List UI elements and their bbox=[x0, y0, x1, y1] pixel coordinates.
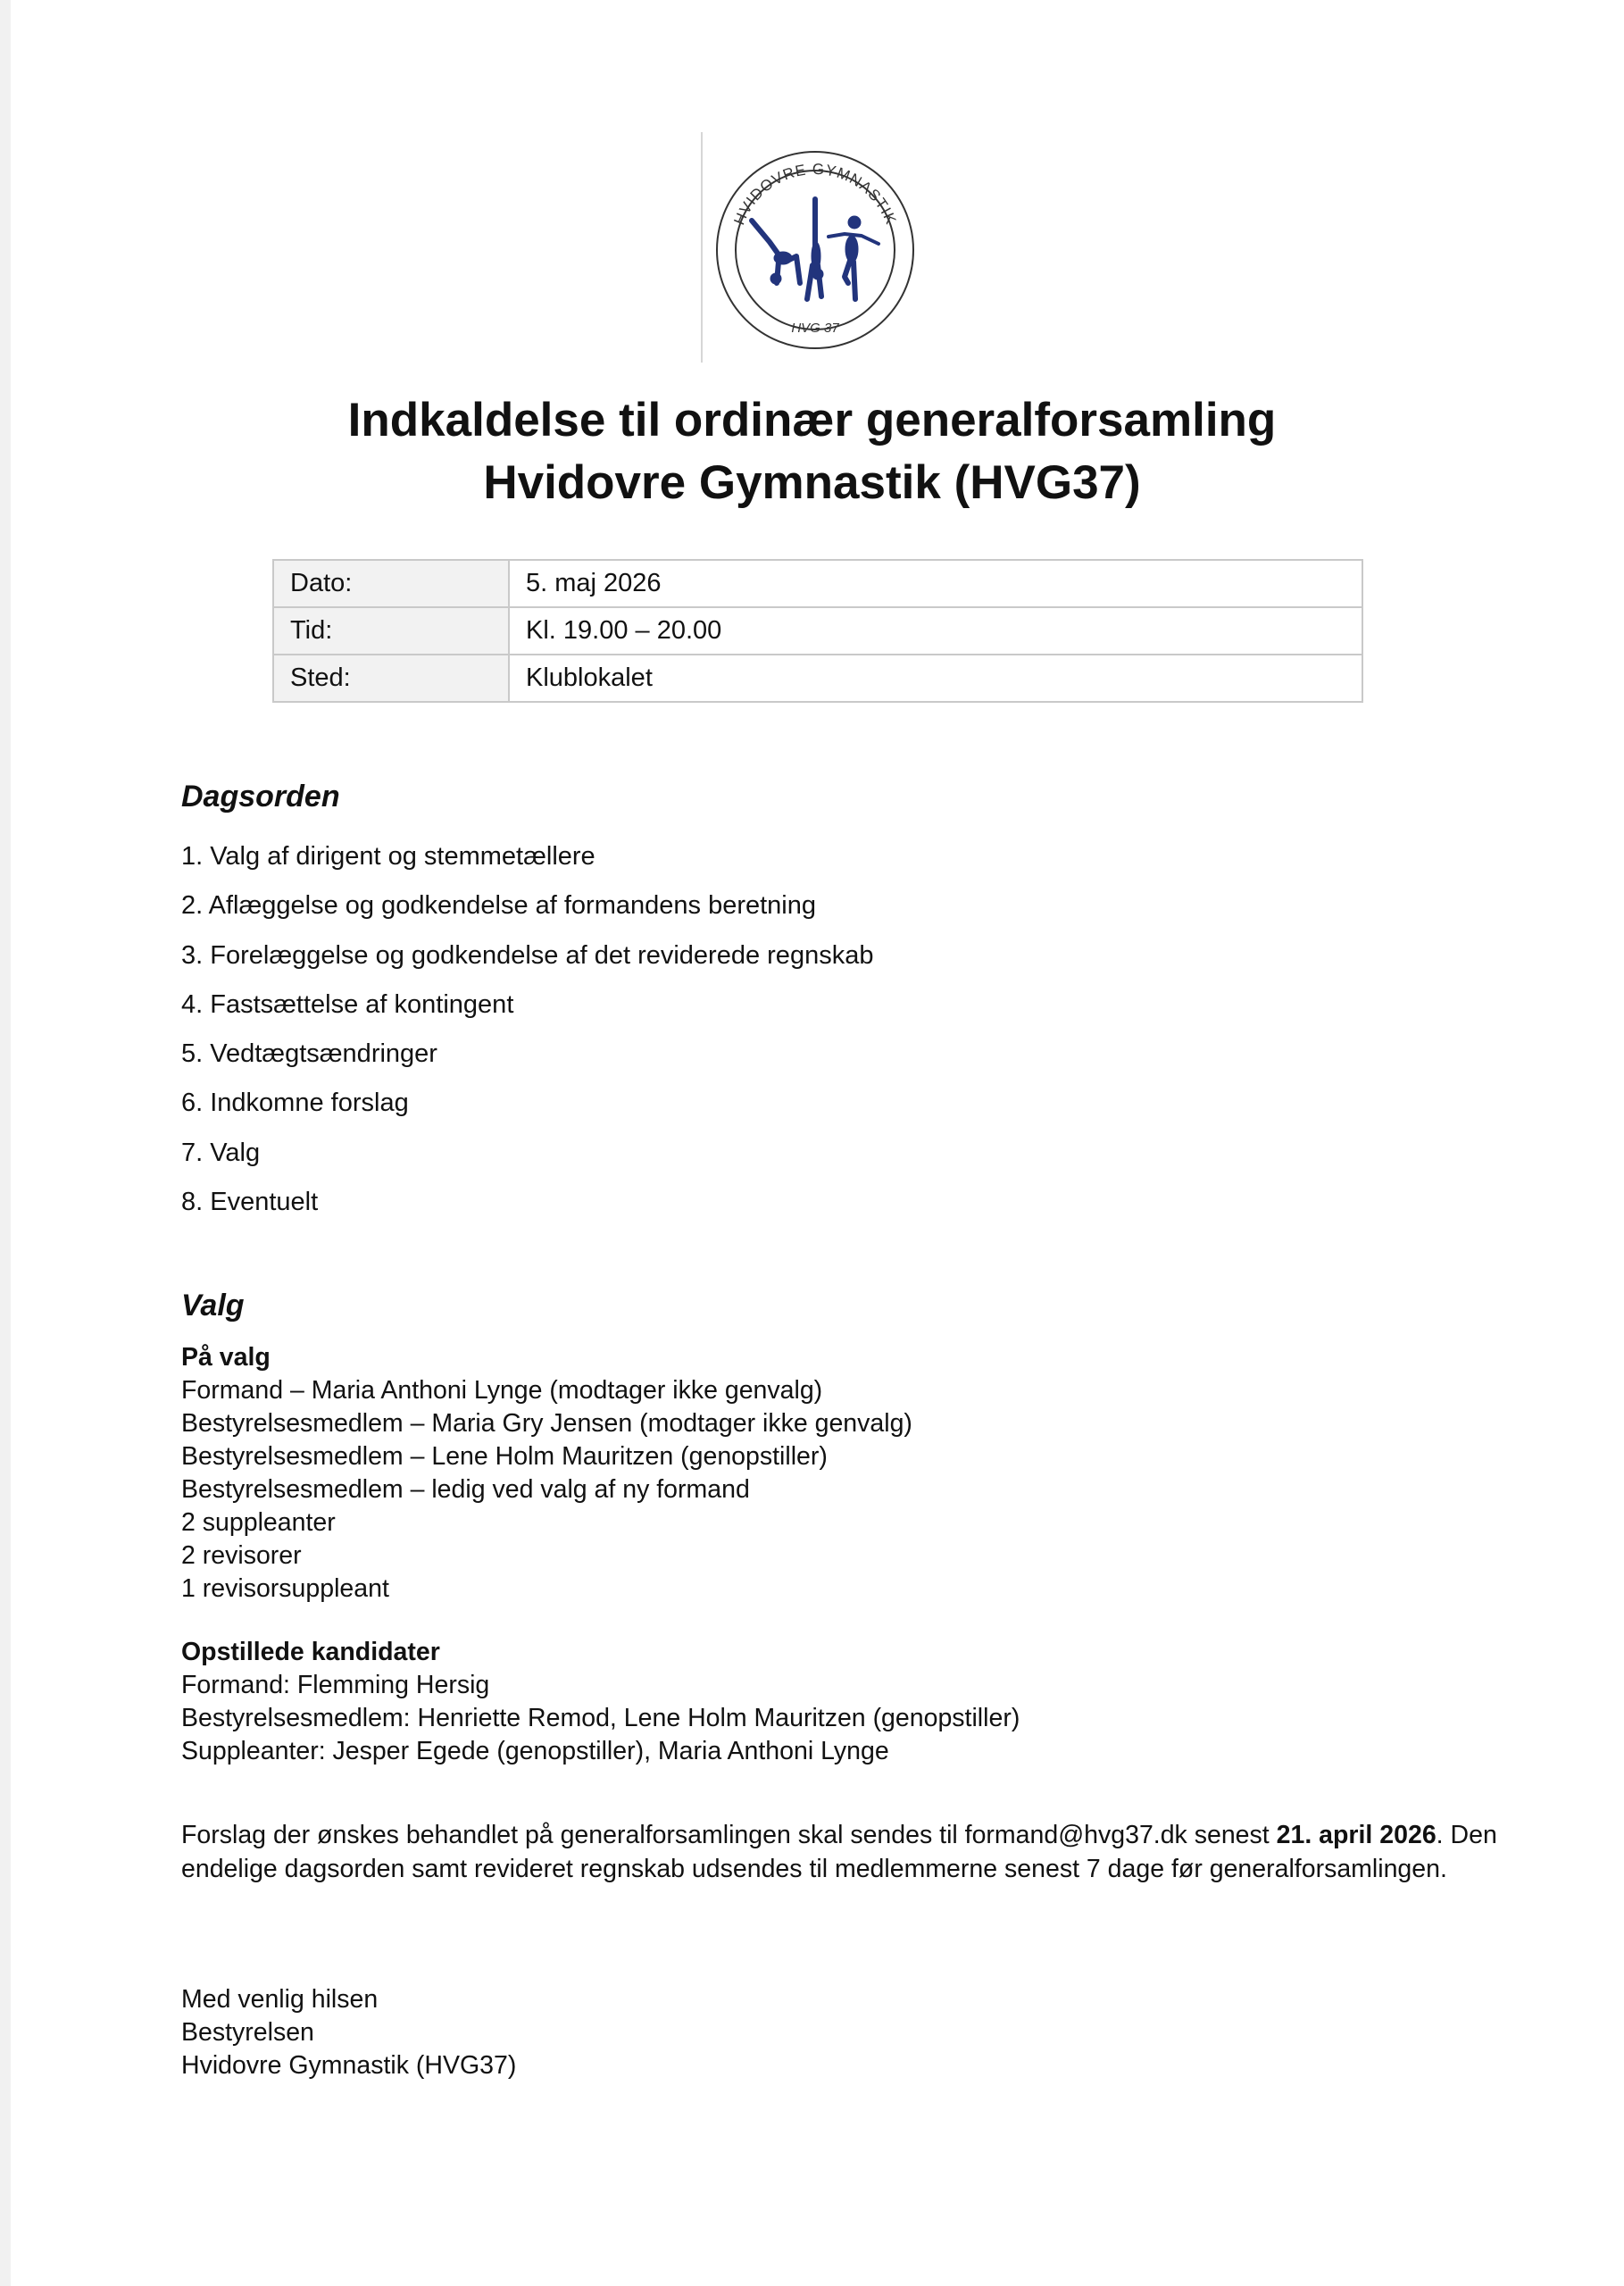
date-value: 5. maj 2026 bbox=[509, 560, 1362, 607]
place-label: Sted: bbox=[273, 655, 509, 702]
list-item: 7. Valg bbox=[181, 1138, 261, 1167]
page-edge bbox=[0, 0, 11, 2286]
election-heading: Valg bbox=[181, 1289, 245, 1322]
candidates-subheading: Opstillede kandidater bbox=[181, 1638, 440, 1666]
table-row bbox=[273, 607, 1362, 655]
closing-sender: Bestyrelsen bbox=[181, 2018, 314, 2047]
closing-block bbox=[181, 1983, 516, 2082]
list-item: 6. Indkomne forslag bbox=[181, 1089, 409, 1118]
list-item: 1. Valg af dirigent og stemmetællere bbox=[181, 842, 595, 871]
list-item: 2 suppleanter bbox=[181, 1508, 336, 1537]
time-value: Kl. 19.00 – 20.00 bbox=[509, 607, 1362, 655]
logo-ring-text: HVIDOVRE GYMNASTIK bbox=[730, 160, 900, 228]
list-item: 3. Forelæggelse og godkendelse af det reviderede regnskab bbox=[181, 940, 874, 970]
notice-text: Forslag der ønskes behandlet på generalforsamlingen skal sendes til formand@hvg37.dk senest bbox=[181, 1821, 1277, 1849]
page-title-line1: Indkaldelse til ordinær generalforsamling bbox=[347, 394, 1277, 446]
table-row bbox=[273, 655, 1362, 702]
page-title-line2: Hvidovre Gymnastik (HVG37) bbox=[483, 456, 1141, 509]
list-item: 1 revisorsuppleant bbox=[181, 1574, 389, 1603]
time-label: Tid: bbox=[273, 607, 509, 655]
logo-bottom-text: HVG 37 bbox=[791, 321, 839, 336]
list-item: 5. Vedtægtsændringer bbox=[181, 1039, 437, 1069]
table-row bbox=[273, 560, 1362, 607]
agenda-heading: Dagsorden bbox=[181, 780, 340, 813]
notice-text-continued: . Den endelige dagsorden samt revideret regnskab udsendes til medlemmerne senest 7 dage før generalforsamlingen. bbox=[181, 1821, 1497, 1883]
list-item: Suppleanter: Jesper Egede (genopstiller), Maria Anthoni Lynge bbox=[181, 1737, 889, 1765]
list-item: 4. Fastsættelse af kontingent bbox=[181, 989, 514, 1019]
list-item: Formand – Maria Anthoni Lynge (modtager ikke genvalg) bbox=[181, 1376, 823, 1405]
proposal-notice bbox=[181, 1819, 1503, 1886]
list-item: Bestyrelsesmedlem – Lene Holm Mauritzen (genopstiller) bbox=[181, 1442, 828, 1471]
club-logo bbox=[714, 149, 916, 351]
list-item: Bestyrelsesmedlem – ledig ved valg af ny formand bbox=[181, 1475, 750, 1504]
list-item: 2. Aflæggelse og godkendelse af formandens beretning bbox=[181, 891, 816, 921]
deadline-date: 21. april 2026 bbox=[1276, 1821, 1437, 1849]
list-item: 2 revisorer bbox=[181, 1541, 302, 1570]
closing-organization: Hvidovre Gymnastik (HVG37) bbox=[181, 2051, 517, 2080]
logo-divider-line bbox=[701, 132, 703, 363]
place-value: Klublokalet bbox=[509, 655, 1362, 702]
list-item: Bestyrelsesmedlem: Henriette Remod, Lene Holm Mauritzen (genopstiller) bbox=[181, 1704, 1020, 1732]
candidates-block bbox=[181, 1636, 1020, 1768]
up-for-election-block bbox=[181, 1341, 912, 1606]
agenda-list bbox=[181, 832, 873, 1227]
closing-greeting: Med venlig hilsen bbox=[181, 1985, 379, 2014]
date-label: Dato: bbox=[273, 560, 509, 607]
list-item: Formand: Flemming Hersig bbox=[181, 1671, 490, 1699]
list-item: Bestyrelsesmedlem – Maria Gry Jensen (modtager ikke genvalg) bbox=[181, 1409, 912, 1438]
gymnast-figures-icon bbox=[752, 199, 879, 299]
meeting-info-table bbox=[272, 559, 1363, 703]
list-item: 8. Eventuelt bbox=[181, 1188, 319, 1217]
up-for-election-subheading: På valg bbox=[181, 1343, 271, 1372]
